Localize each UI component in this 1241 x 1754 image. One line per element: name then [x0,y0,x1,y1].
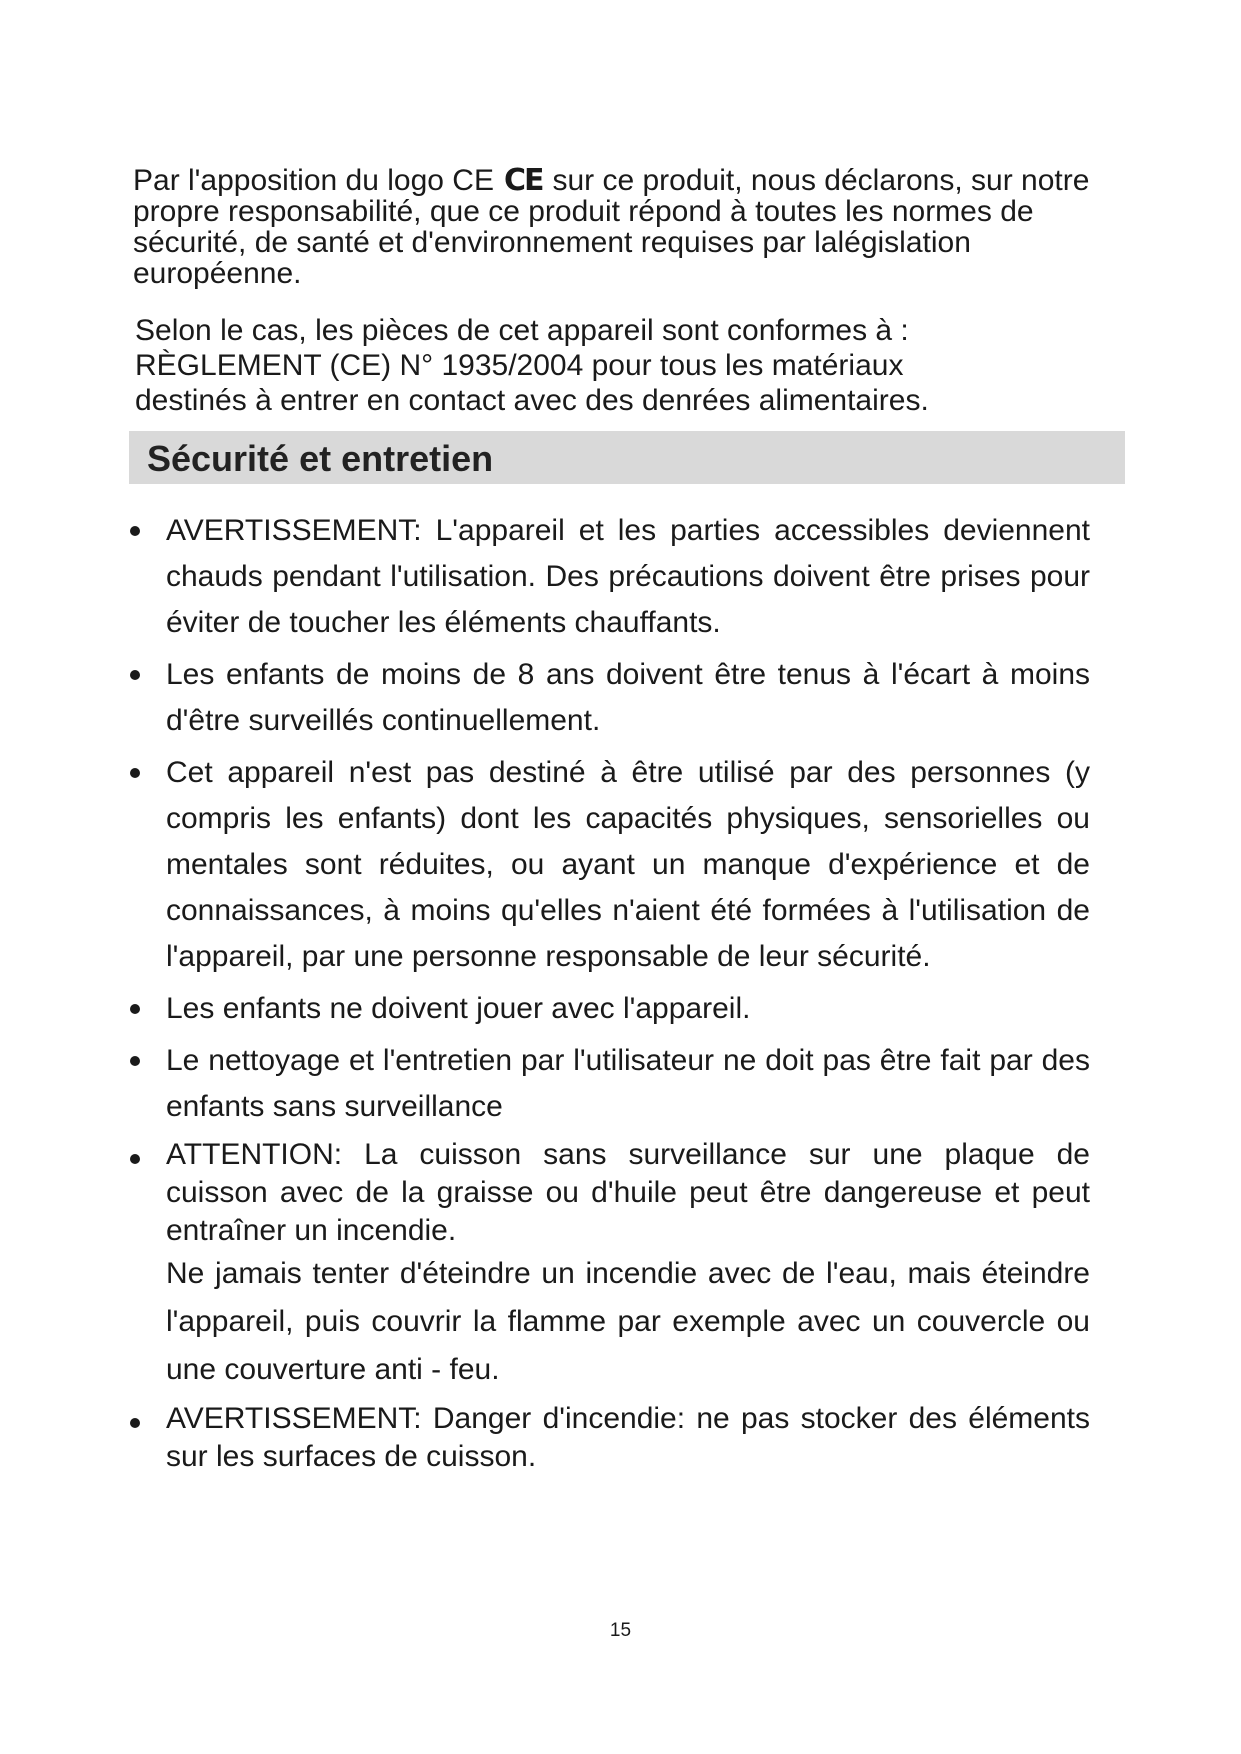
bullet-icon [130,526,140,536]
bullet-icon [130,1004,140,1014]
page-number: 15 [609,1620,632,1641]
safety-list [130,508,1090,1482]
list-item [130,986,1090,1032]
list-item [130,1136,1090,1394]
bullet-icon [130,1056,140,1066]
bullet-icon [130,1154,140,1164]
section-header-bar [129,431,1125,484]
list-item [130,1038,1090,1130]
list-item-text: Les enfants ne doivent jouer avec l'appareil. [166,992,751,1025]
bullet-icon [130,1418,140,1428]
ce-declaration-paragraph [133,165,1113,289]
bullet-icon [130,768,140,778]
list-item-text: ATTENTION: La cuisson sans surveillance sur une plaque de cuisson avec de la graisse ou d'huile peut être dangereuse et peut entraîner un incendie. [166,1138,1090,1247]
list-item-text: AVERTISSEMENT: L'appareil et les parties accessibles deviennent chauds pendant l'utilisation. Des précautions doivent être prises pour éviter de toucher les éléments chauffants. [166,514,1090,639]
ce-intro-text: Par l'apposition du logo CE [133,164,494,197]
list-item-text: Les enfants de moins de 8 ans doivent être tenus à l'écart à moins d'être surveillés continuellement. [166,658,1090,737]
section-title: Sécurité et entretien [147,438,494,479]
bullet-icon [130,670,140,680]
list-item-text: Cet appareil n'est pas destiné à être utilisé par des personnes (y compris les enfants) dont les capacités physiques, sensorielles ou mentales sont réduites, ou ayant un manque d'expérience et de connaissances, à moins qu'elles n'aient été formées à l'utilisation de l'appareil, par une personne responsable de leur sécurité. [166,756,1090,973]
list-item [130,508,1090,646]
regulation-line-3: destinés à entrer en contact avec des denrées alimentaires. [135,384,929,417]
regulation-line-1: Selon le cas, les pièces de cet appareil sont conformes à : [135,314,909,347]
list-item [130,652,1090,744]
regulation-paragraph [135,313,1115,418]
regulation-line-2: RÈGLEMENT (CE) N° 1935/2004 pour tous les matériaux [135,349,904,382]
ce-logo: CE [503,163,543,198]
list-item [130,1400,1090,1476]
list-item-text-continued: Ne jamais tenter d'éteindre un incendie avec de l'eau, mais éteindre l'appareil, puis couvrir la flamme par exemple avec un couvercle ou une couverture anti - feu. [166,1257,1090,1386]
list-item [130,750,1090,980]
list-item-text: AVERTISSEMENT: Danger d'incendie: ne pas stocker des éléments sur les surfaces de cuisson. [166,1402,1090,1473]
ce-declaration-text: sur ce produit, nous déclarons, sur notre propre responsabilité, que ce produit répond à toutes les normes de sécurité, de santé et d'environnement requises par lalégislation européenne. [133,164,1090,290]
list-item-text: Le nettoyage et l'entretien par l'utilisateur ne doit pas être fait par des enfants sans surveillance [166,1044,1090,1123]
